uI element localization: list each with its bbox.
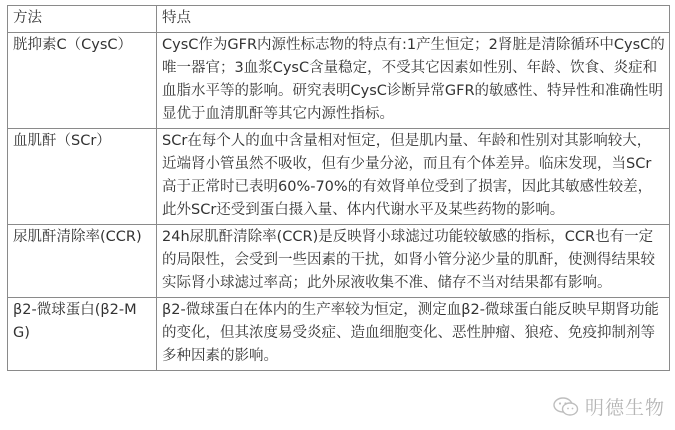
feature-cell: SCr在每个人的血中含量相对恒定，但是肌内量、年龄和性别对其影响较大，近端肾小管虽然不吸收，但有少量分泌，而且有个体差异。临床发现，当SCr高于正常时已表明60%-70%的有效肾单位受到了损害，因此其敏感性较差，此外SCr还受到蛋白摄入量、体内代谢水平及某些药物的影响。 (157, 129, 670, 225)
watermark (553, 393, 665, 420)
comparison-table (7, 5, 670, 371)
table-header-row (8, 6, 670, 33)
method-cell: β2-微球蛋白(β2-MG) (8, 298, 157, 371)
wechat-logo-icon (553, 397, 579, 417)
table-row (8, 33, 670, 129)
method-cell: 血肌酐（SCr） (8, 129, 157, 225)
method-cell: 尿肌酐清除率(CCR) (8, 225, 157, 298)
header-method: 方法 (8, 6, 157, 33)
feature-cell: β2-微球蛋白在体内的生产率较为恒定，测定血β2-微球蛋白能反映早期肾功能的变化，但其浓度易受炎症、造血细胞变化、恶性肿瘤、狼疮、免疫抑制剂等多种因素的影响。 (157, 298, 670, 371)
method-cell: 胱抑素C（CysC） (8, 33, 157, 129)
header-feature: 特点 (157, 6, 670, 33)
table-row (8, 298, 670, 371)
feature-cell: CysC作为GFR内源性标志物的特点有:1产生恒定；2肾脏是清除循环中CysC的唯一器官；3血浆CysC含量稳定，不受其它因素如性别、年龄、饮食、炎症和血脂水平等的影响。研究表明CysC诊断异常GFR的敏感性、特异性和准确性明显优于血清肌酐等其它内源性指标。 (157, 33, 670, 129)
table-row (8, 225, 670, 298)
table-row (8, 129, 670, 225)
watermark-text: 明德生物 (584, 397, 665, 419)
feature-cell: 24h尿肌酐清除率(CCR)是反映肾小球滤过功能较敏感的指标，CCR也有一定的局限性，会受到一些因素的干扰，如肾小管分泌少量的肌酐，使测得结果较实际肾小球滤过率高；此外尿液收集不准、储存不当对结果都有影响。 (157, 225, 670, 298)
